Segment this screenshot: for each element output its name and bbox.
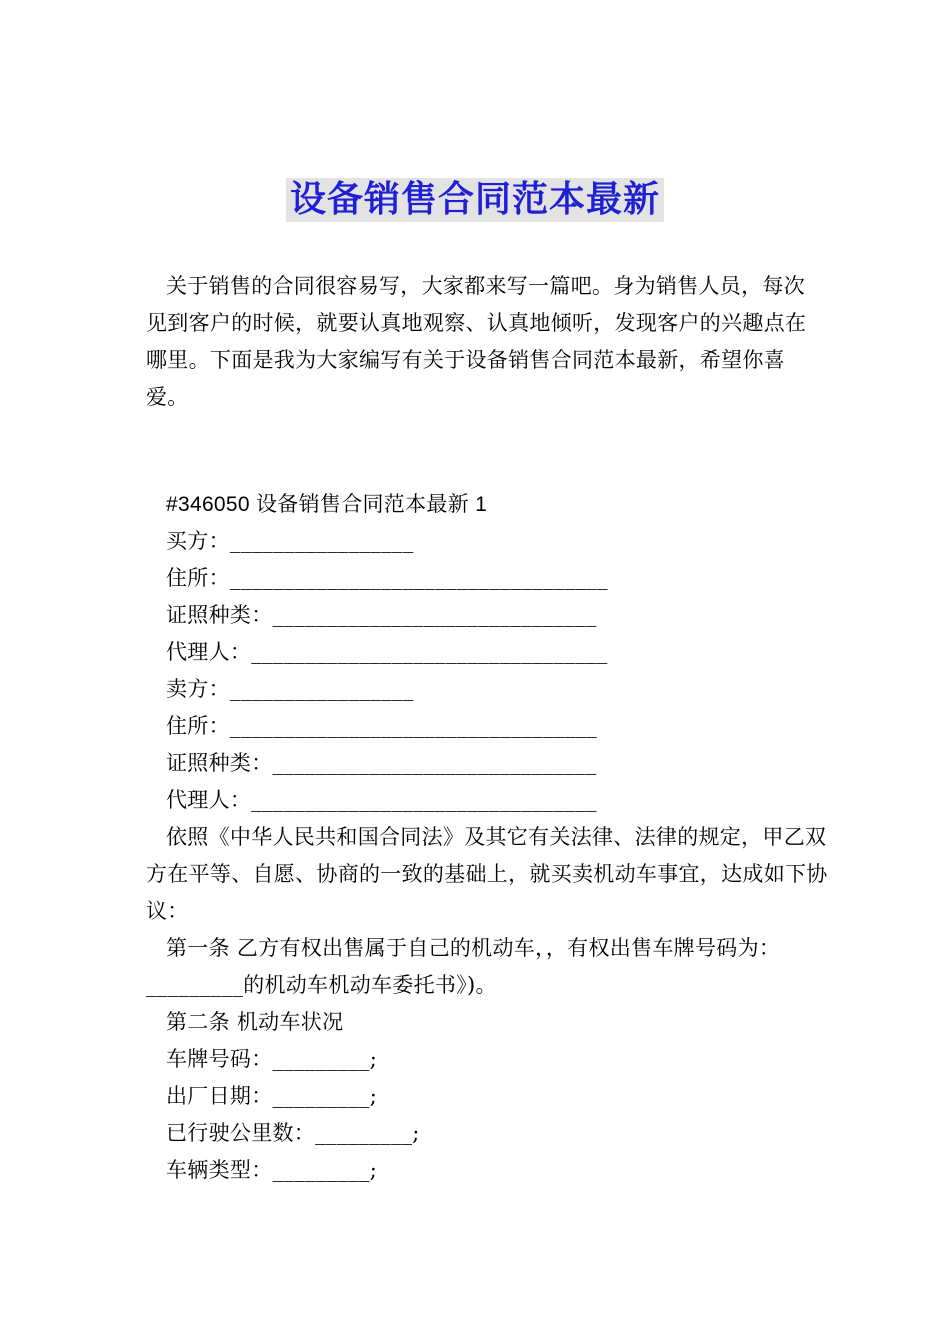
article1-paragraph: 第一条 乙方有权出售属于自己的机动车，，有权出售车牌号码为：_________的机动车机动车委托书》)。 xyxy=(146,936,781,997)
seller-address-line: 住所：__________________________________ xyxy=(166,714,598,738)
article2-heading: 第二条 机动车状况 xyxy=(166,1010,344,1034)
buyer-line: 买方：_________________ xyxy=(166,529,414,553)
seller-agent-line: 代理人：________________________________ xyxy=(166,788,597,812)
vehicle-type-line: 车辆类型：_________; xyxy=(166,1158,378,1182)
buyer-id-line: 证照种类：______________________________ xyxy=(166,603,597,627)
mileage-line: 已行驶公里数：_________; xyxy=(166,1121,420,1145)
contract-body xyxy=(146,486,836,1189)
seller-id-line: 证照种类：______________________________ xyxy=(166,751,597,775)
factory-date-line: 出厂日期：_________; xyxy=(166,1084,378,1108)
intro-paragraph: 关于销售的合同很容易写，大家都来写一篇吧。身为销售人员，每次见到客户的时候，就要认真地观察、认真地倾听，发现客户的兴趣点在哪里。下面是我为大家编写有关于设备销售合同范本最新，希望你喜爱。 xyxy=(146,274,807,409)
buyer-agent-line: 代理人：_________________________________ xyxy=(166,640,608,664)
seller-line: 卖方：_________________ xyxy=(166,677,414,701)
plate-number-line: 车牌号码：_________; xyxy=(166,1047,378,1071)
agreement-paragraph: 依照《中华人民共和国合同法》及其它有关法律、法律的规定，甲乙双方在平等、自愿、协商的一致的基础上，就买卖机动车事宜，达成如下协议： xyxy=(146,825,828,923)
section-heading: #346050 设备销售合同范本最新 1 xyxy=(166,493,488,516)
document-title: 设备销售合同范本最新 xyxy=(286,178,664,222)
title-container xyxy=(0,178,950,222)
buyer-address-line: 住所：___________________________________ xyxy=(166,566,608,590)
